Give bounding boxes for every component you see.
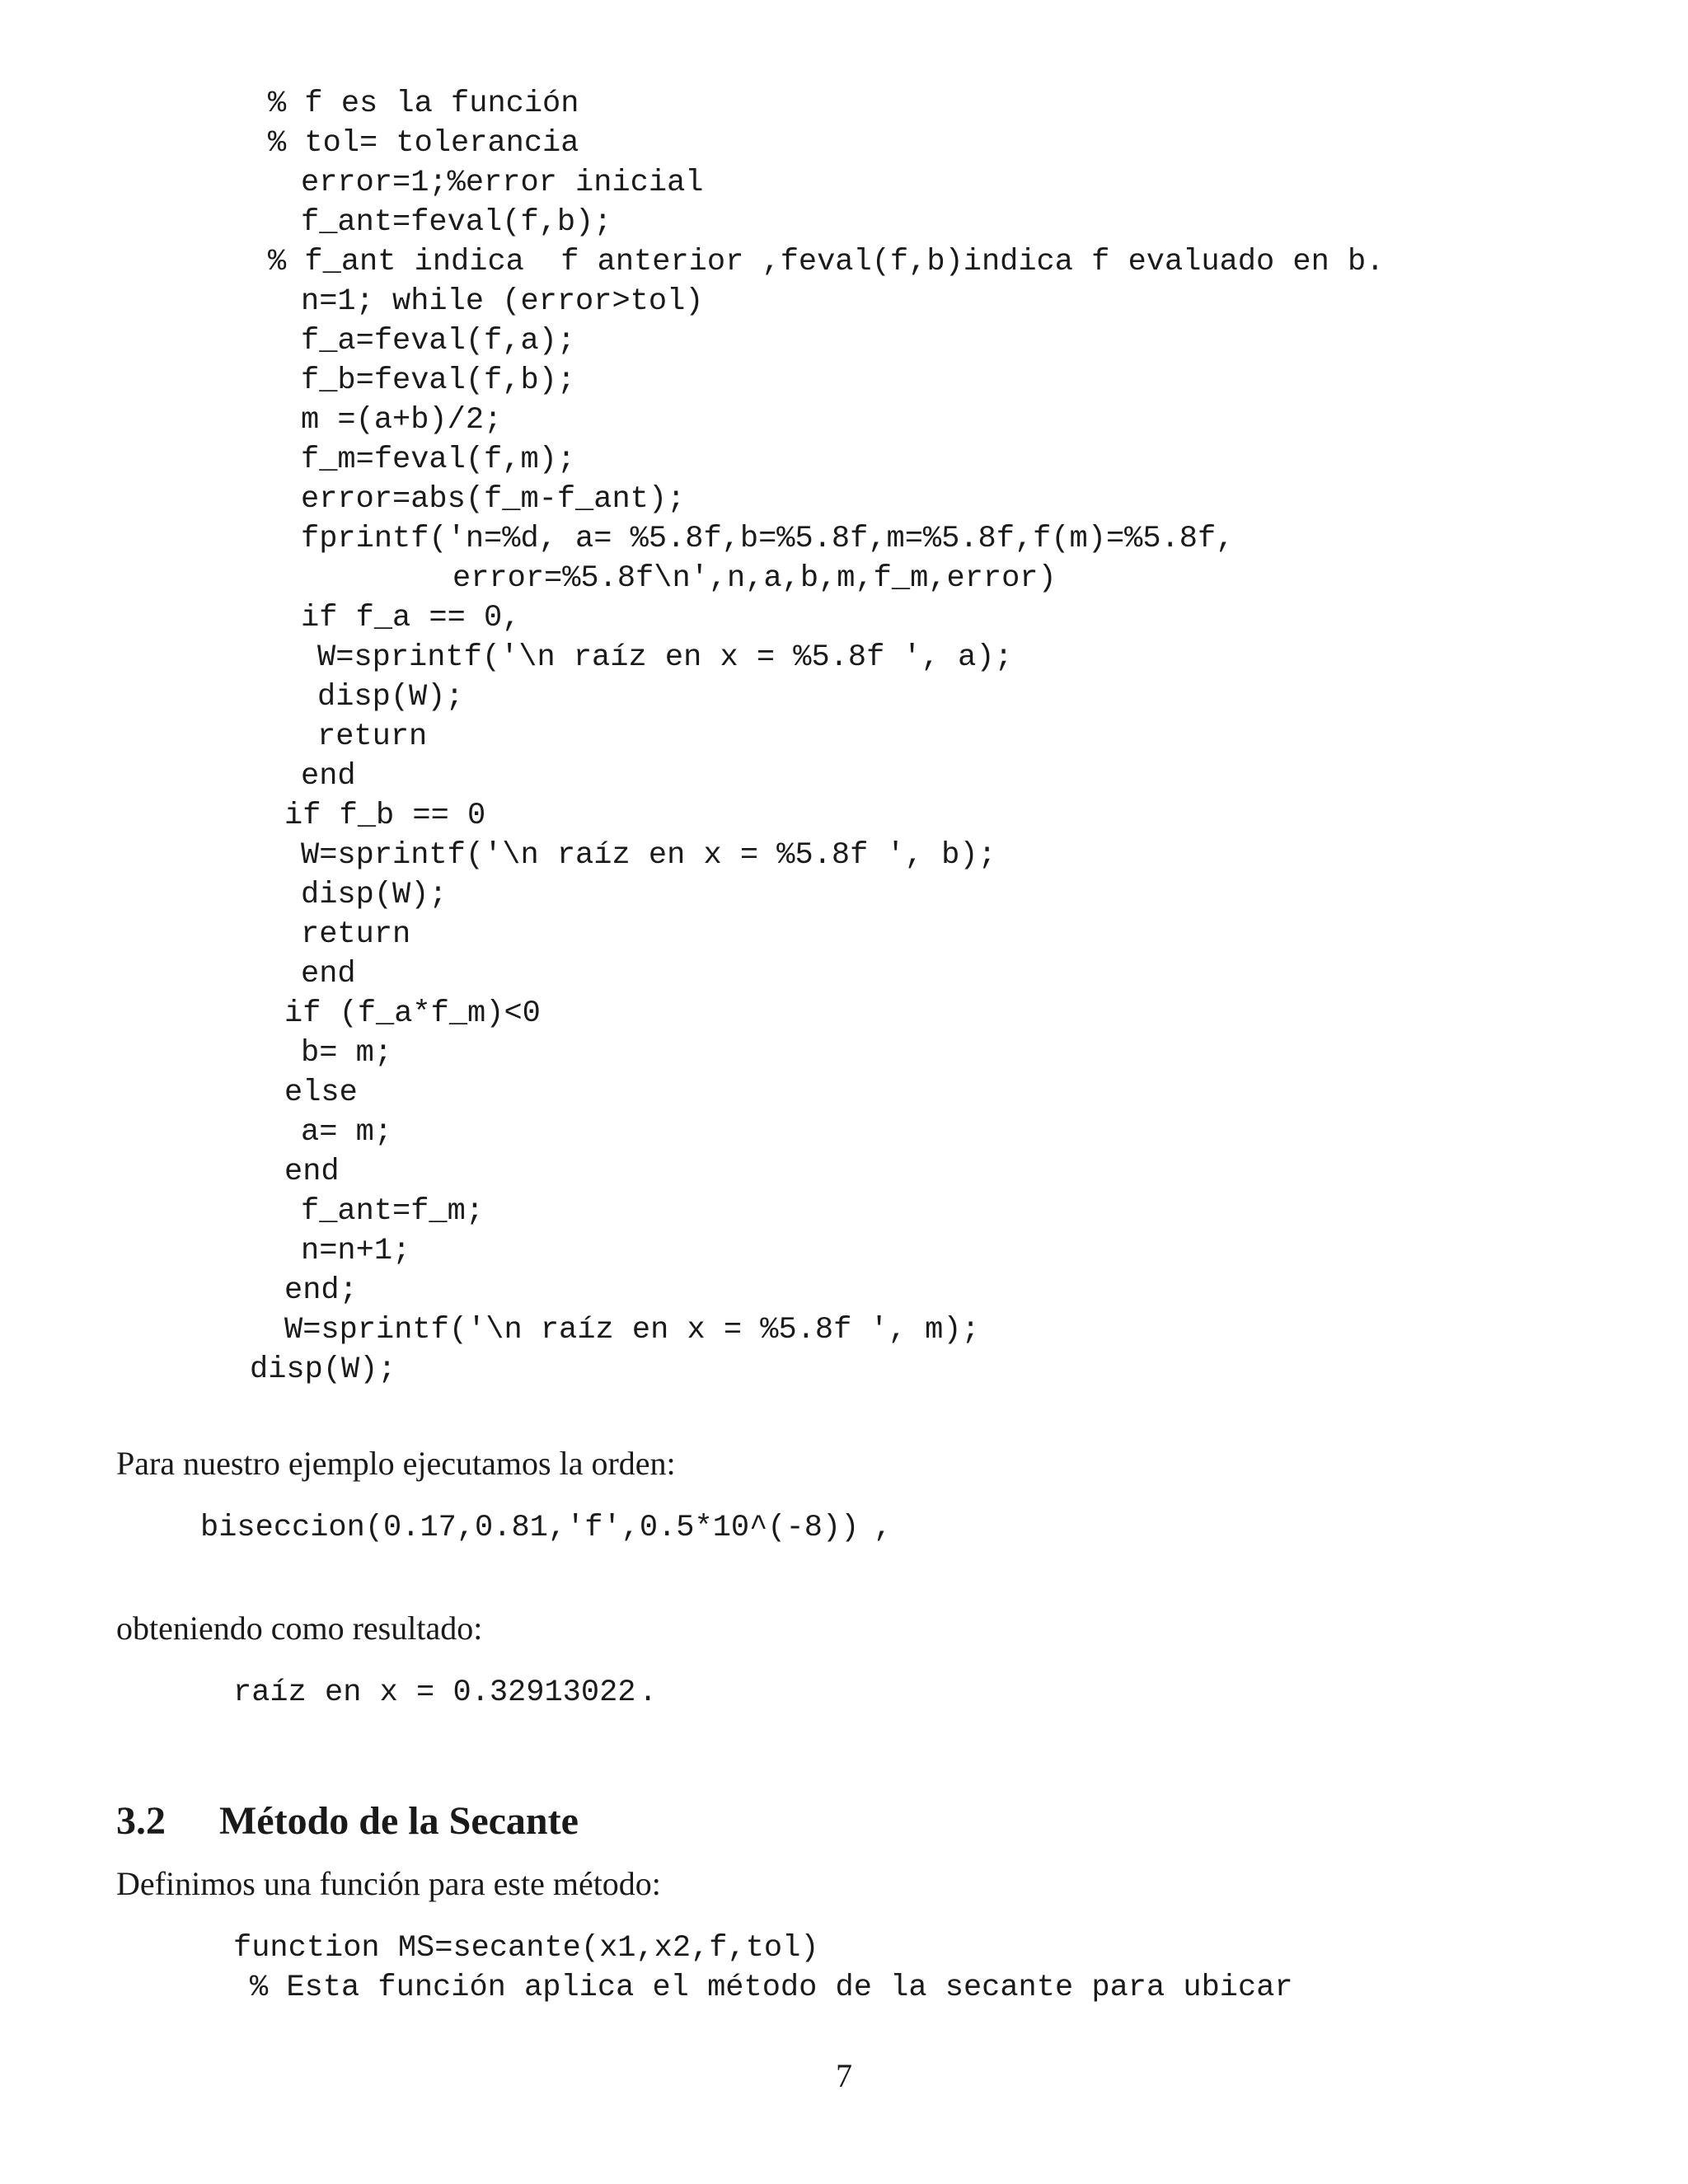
code-line: end — [301, 957, 356, 991]
command-trailing-comma: , — [874, 1511, 893, 1545]
code-line: W=sprintf('\n raíz en x = %5.8f ', a); — [317, 640, 1013, 675]
code-line: end; — [284, 1273, 358, 1308]
code-line: m =(a+b)/2; — [301, 403, 503, 438]
section-title: Método de la Secante — [219, 1799, 579, 1843]
code-line: W=sprintf('\n raíz en x = %5.8f ', m); — [284, 1313, 980, 1347]
code-line: n=1; while (error>tol) — [301, 284, 704, 319]
paragraph-function-intro: Definimos una función para este método: — [116, 1865, 661, 1902]
code-line: if f_a == 0, — [301, 601, 521, 635]
paragraph-result-intro: obteniendo como resultado: — [116, 1610, 483, 1647]
result-trailing-period: . — [639, 1675, 658, 1710]
code-line: % f_ant indica f anterior ,feval(f,b)indica f evaluado en b. — [268, 245, 1385, 279]
code-line: f_ant=feval(f,b); — [301, 205, 612, 240]
code-line: fprintf('n=%d, a= %5.8f,b=%5.8f,m=%5.8f,f(m)=%5.8f, — [301, 522, 1235, 556]
code-line: disp(W); — [250, 1352, 396, 1387]
code-line: if (f_a*f_m)<0 — [284, 996, 541, 1031]
section-number: 3.2 — [116, 1799, 166, 1843]
code-line: else — [284, 1076, 358, 1110]
code-line: f_a=feval(f,a); — [301, 324, 576, 359]
code-line: % f es la función — [268, 87, 579, 121]
code-line: error=%5.8f\n',n,a,b,m,f_m,error) — [452, 561, 1057, 596]
code-line: if f_b == 0 — [284, 799, 486, 833]
code-line: error=1;%error inicial — [301, 166, 704, 200]
result-code: raíz en x = 0.32913022 — [233, 1675, 636, 1710]
code-line: n=n+1; — [301, 1234, 411, 1268]
command-code: biseccion(0.17,0.81,'f',0.5*10^(-8)) — [200, 1511, 860, 1545]
section-heading — [116, 1797, 579, 1846]
code-line: f_m=feval(f,m); — [301, 443, 576, 477]
code-line: disp(W); — [317, 680, 464, 715]
page-number: 7 — [836, 2057, 852, 2094]
code-line: % tol= tolerancia — [268, 126, 579, 161]
code-line: return — [317, 719, 428, 754]
code-line: function MS=secante(x1,x2,f,tol) — [233, 1931, 819, 1966]
code-line: error=abs(f_m-f_ant); — [301, 482, 686, 517]
code-line: % Esta función aplica el método de la secante para ubicar — [250, 1971, 1293, 2005]
code-line: a= m; — [301, 1115, 393, 1150]
code-line: end — [301, 759, 356, 794]
code-line: disp(W); — [301, 878, 448, 912]
code-line: return — [301, 917, 411, 952]
code-line: f_b=feval(f,b); — [301, 363, 576, 398]
code-line: b= m; — [301, 1036, 393, 1071]
code-line: f_ant=f_m; — [301, 1194, 485, 1229]
paragraph-example-intro: Para nuestro ejemplo ejecutamos la orden: — [116, 1445, 676, 1482]
code-line: end — [284, 1155, 340, 1189]
code-line: W=sprintf('\n raíz en x = %5.8f ', b); — [301, 838, 996, 873]
